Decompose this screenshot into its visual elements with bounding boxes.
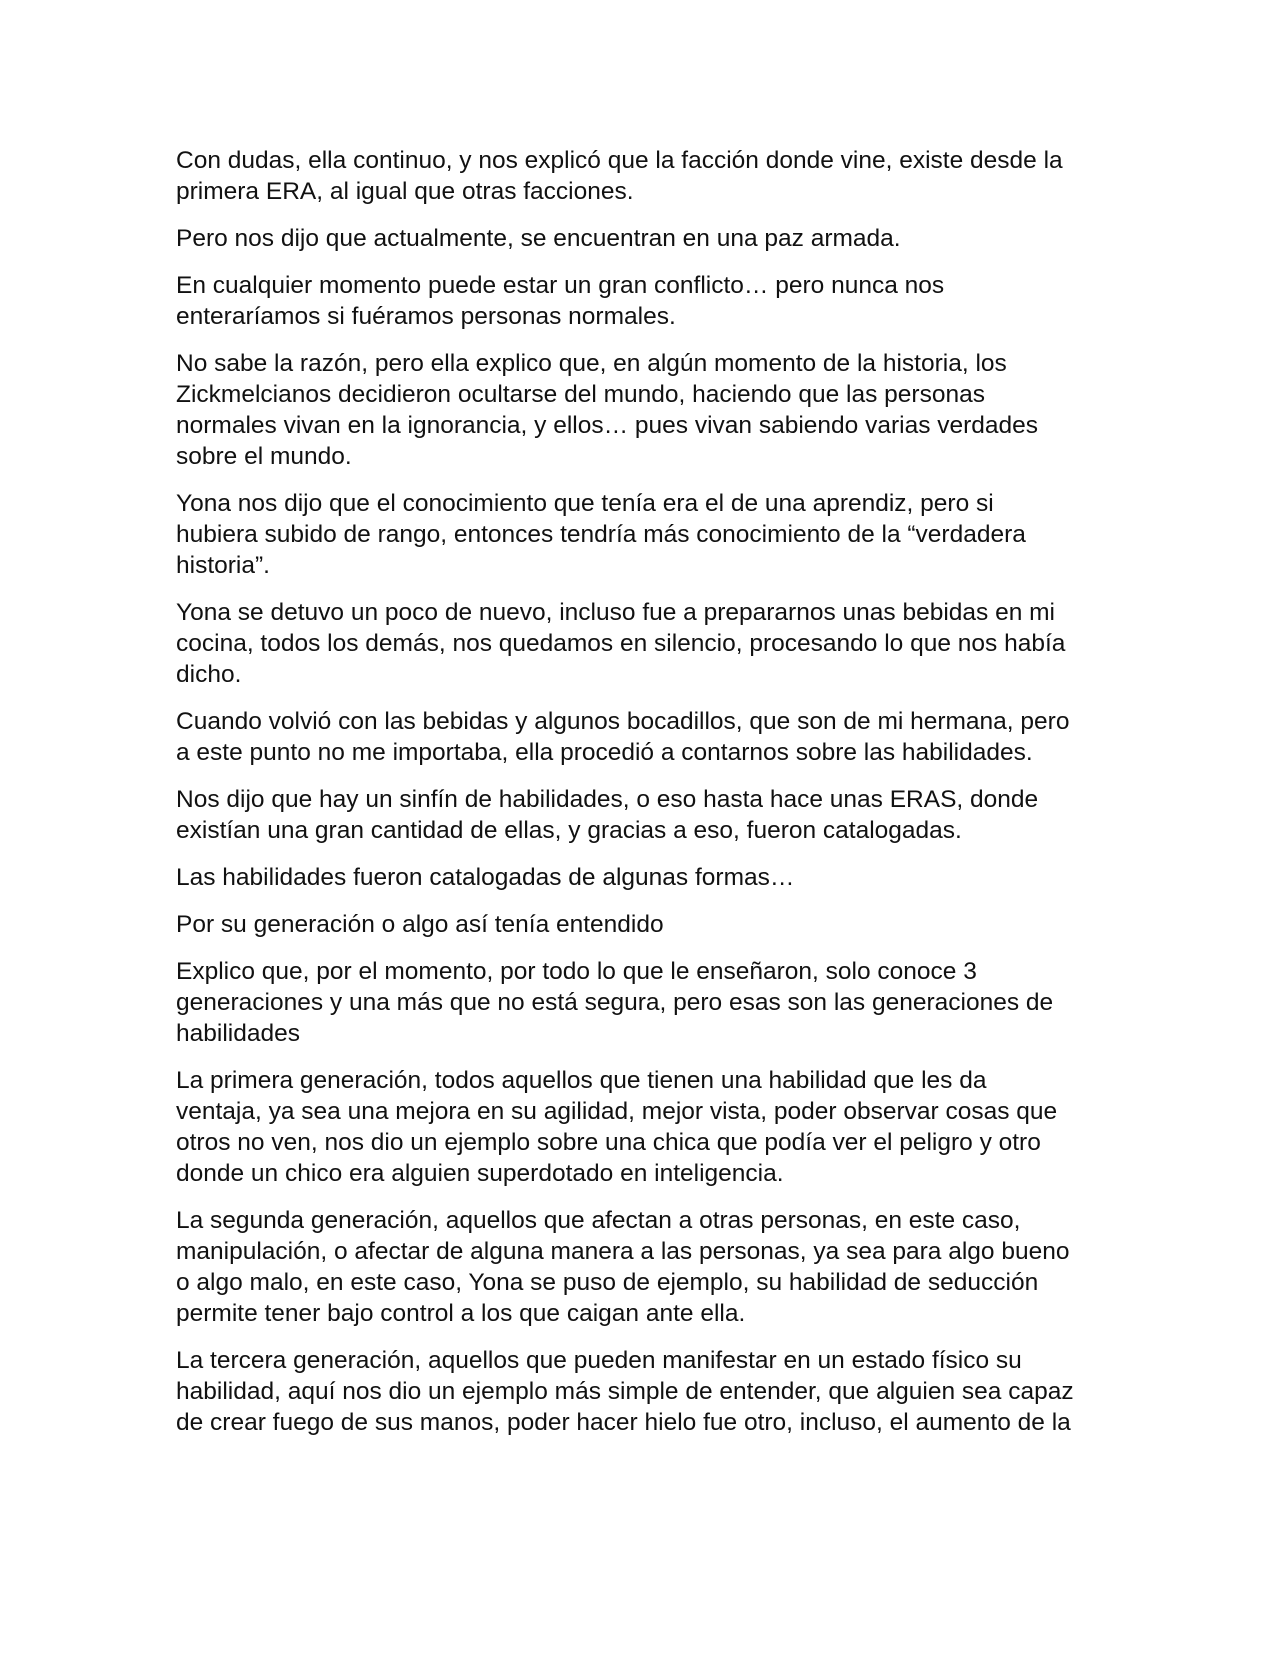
text-line: habilidades — [176, 1020, 300, 1047]
text-line: La primera generación, todos aquellos que tienen una habilidad que les da — [176, 1067, 987, 1094]
text-line: Yona se detuvo un poco de nuevo, incluso fue a prepararnos unas bebidas en mi — [176, 599, 1055, 626]
paragraph — [176, 1205, 1106, 1329]
text-line: Yona nos dijo que el conocimiento que tenía era el de una aprendiz, pero si — [176, 490, 994, 517]
paragraph — [176, 1345, 1106, 1438]
text-line: otros no ven, nos dio un ejemplo sobre una chica que podía ver el peligro y otro — [176, 1129, 1041, 1156]
text-line: o algo malo, en este caso, Yona se puso de ejemplo, su habilidad de seducción — [176, 1269, 1039, 1296]
paragraph — [176, 909, 1106, 940]
paragraph — [176, 488, 1106, 581]
paragraph — [176, 348, 1106, 472]
text-line: Pero nos dijo que actualmente, se encuentran en una paz armada. — [176, 225, 901, 252]
text-line: existían una gran cantidad de ellas, y gracias a eso, fueron catalogadas. — [176, 817, 962, 844]
text-line: primera ERA, al igual que otras facciones. — [176, 178, 634, 205]
text-line: Zickmelcianos decidieron ocultarse del mundo, haciendo que las personas — [176, 381, 985, 408]
text-line: historia”. — [176, 552, 270, 579]
text-line: Por su generación o algo así tenía entendido — [176, 911, 664, 938]
document-body — [176, 145, 1106, 1454]
text-line: sobre el mundo. — [176, 443, 352, 470]
text-line: hubiera subido de rango, entonces tendría más conocimiento de la “verdadera — [176, 521, 1026, 548]
text-line: En cualquier momento puede estar un gran conflicto… pero nunca nos — [176, 272, 945, 299]
text-line: generaciones y una más que no está segura, pero esas son las generaciones de — [176, 989, 1054, 1016]
paragraph — [176, 956, 1106, 1049]
text-line: normales vivan en la ignorancia, y ellos… pues vivan sabiendo varias verdades — [176, 412, 1039, 439]
text-line: dicho. — [176, 661, 242, 688]
text-line: a este punto no me importaba, ella procedió a contarnos sobre las habilidades. — [176, 739, 1033, 766]
text-line: ventaja, ya sea una mejora en su agilidad, mejor vista, poder observar cosas que — [176, 1098, 1058, 1125]
text-line: Cuando volvió con las bebidas y algunos bocadillos, que son de mi hermana, pero — [176, 708, 1070, 735]
text-line: manipulación, o afectar de alguna manera a las personas, ya sea para algo bueno — [176, 1238, 1070, 1265]
text-line: La tercera generación, aquellos que pueden manifestar en un estado físico su — [176, 1347, 1022, 1374]
text-line: enteraríamos si fuéramos personas normales. — [176, 303, 676, 330]
paragraph — [176, 706, 1106, 768]
text-line: habilidad, aquí nos dio un ejemplo más simple de entender, que alguien sea capaz — [176, 1378, 1074, 1405]
paragraph — [176, 270, 1106, 332]
text-line: Las habilidades fueron catalogadas de algunas formas… — [176, 864, 795, 891]
paragraph — [176, 145, 1106, 207]
paragraph — [176, 223, 1106, 254]
text-line: Con dudas, ella continuo, y nos explicó que la facción donde vine, existe desde la — [176, 147, 1063, 174]
paragraph — [176, 597, 1106, 690]
text-line: donde un chico era alguien superdotado en inteligencia. — [176, 1160, 784, 1187]
text-line: Explico que, por el momento, por todo lo que le enseñaron, solo conoce 3 — [176, 958, 977, 985]
text-line: La segunda generación, aquellos que afectan a otras personas, en este caso, — [176, 1207, 1021, 1234]
text-line: Nos dijo que hay un sinfín de habilidades, o eso hasta hace unas ERAS, donde — [176, 786, 1039, 813]
text-line: cocina, todos los demás, nos quedamos en silencio, procesando lo que nos había — [176, 630, 1066, 657]
paragraph — [176, 784, 1106, 846]
text-line: de crear fuego de sus manos, poder hacer hielo fue otro, incluso, el aumento de la — [176, 1409, 1071, 1436]
text-line: No sabe la razón, pero ella explico que, en algún momento de la historia, los — [176, 350, 1007, 377]
text-line: permite tener bajo control a los que caigan ante ella. — [176, 1300, 746, 1327]
paragraph — [176, 862, 1106, 893]
paragraph — [176, 1065, 1106, 1189]
